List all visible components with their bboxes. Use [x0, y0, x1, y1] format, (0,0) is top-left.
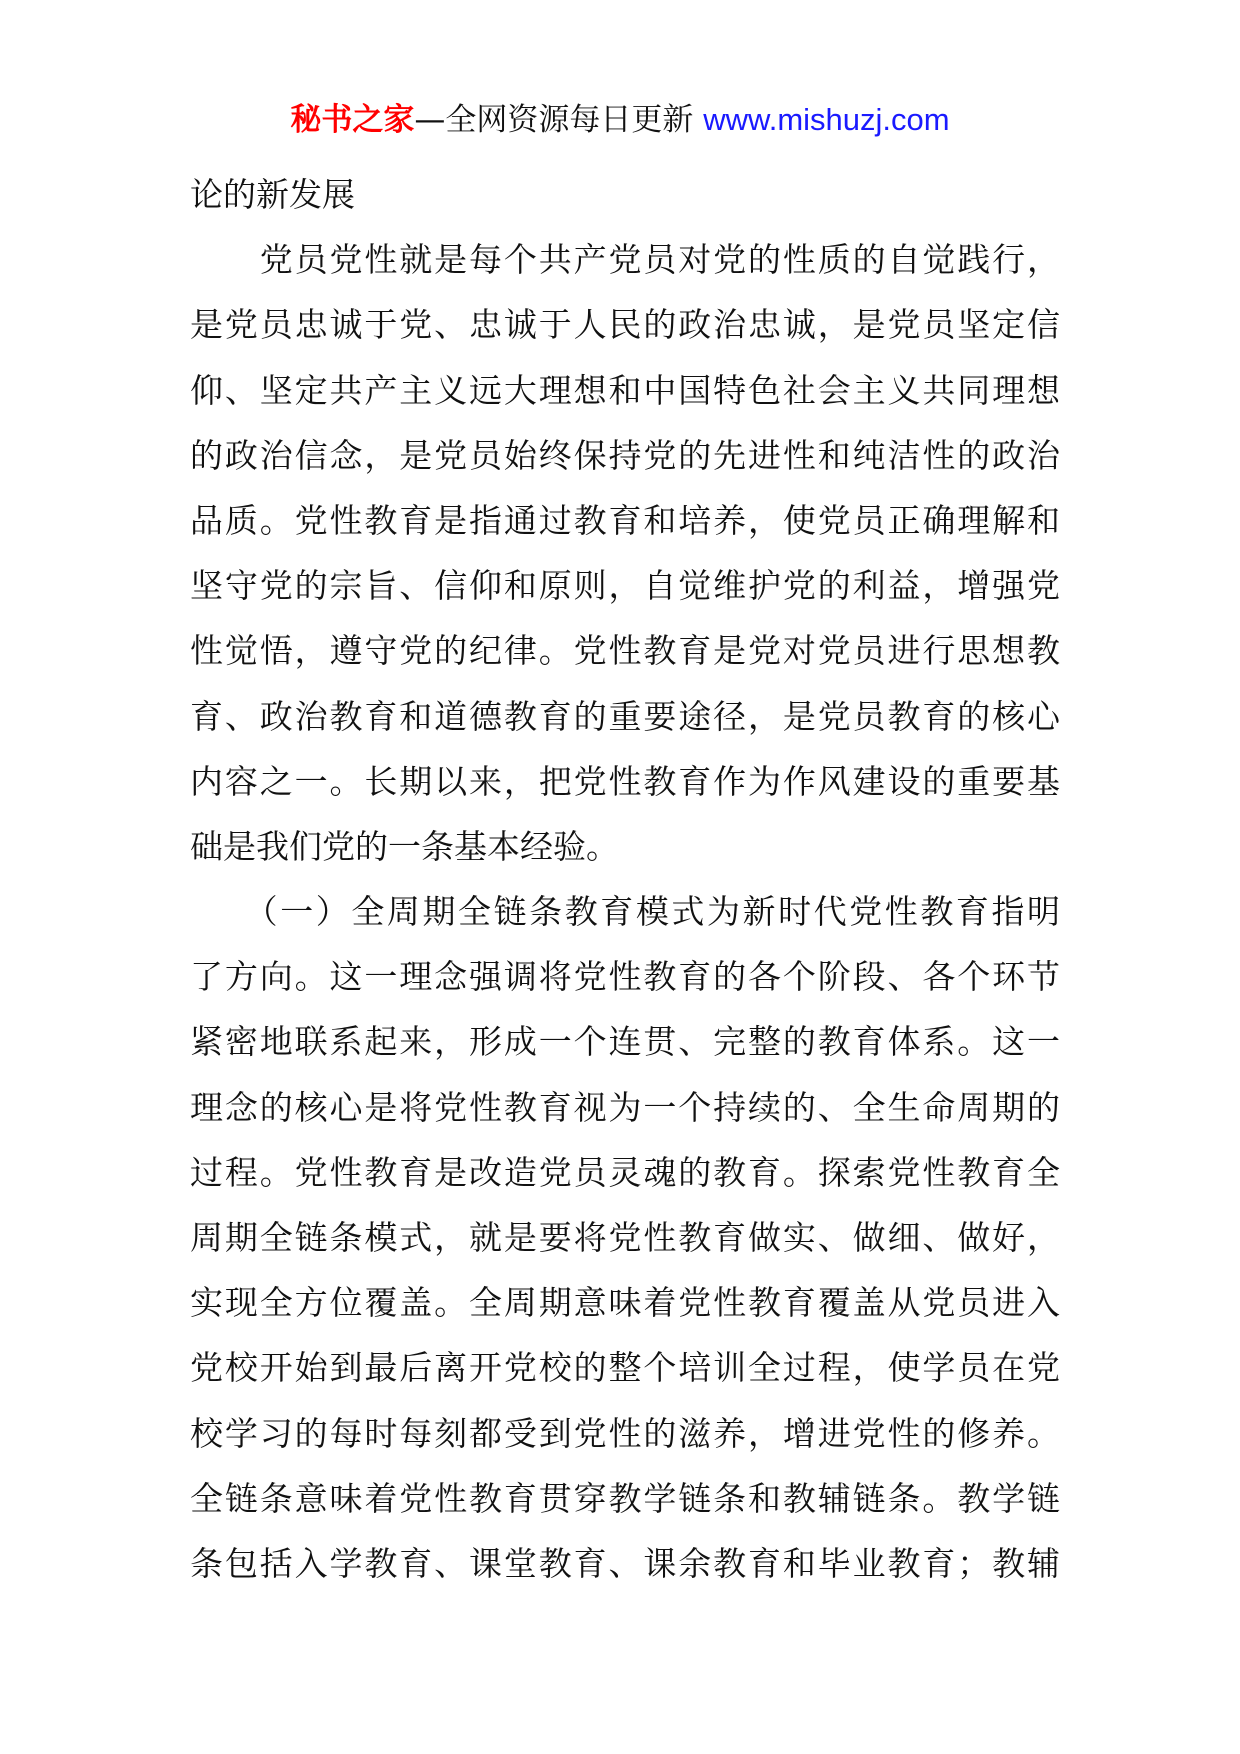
text-line: 础是我们党的一条基本经验。 — [190, 826, 619, 866]
text-line: 了方向。这一理念强调将党性教育的各个阶段、各个环节 — [190, 957, 1060, 997]
text-line: 党校开始到最后离开党校的整个培训全过程，使学员在党 — [190, 1348, 1060, 1388]
text-line: 实现全方位覆盖。全周期意味着党性教育覆盖从党员进入 — [190, 1283, 1060, 1323]
site-url[interactable]: www.mishuzj.com — [703, 102, 950, 137]
header-tagline: —全网资源每日更新 — [414, 102, 704, 138]
brand-name: 秘书之家 — [290, 102, 415, 138]
text-line: 育、政治教育和道德教育的重要途径，是党员教育的核心 — [190, 696, 1060, 736]
text-line: 紧密地联系起来，形成一个连贯、完整的教育体系。这一 — [190, 1022, 1060, 1062]
text-line: 内容之一。长期以来，把党性教育作为作风建设的重要基 — [190, 761, 1060, 801]
text-line: 校学习的每时每刻都受到党性的滋养，增进党性的修养。 — [190, 1413, 1060, 1453]
text-line: 品质。党性教育是指通过教育和培养，使党员正确理解和 — [190, 500, 1060, 540]
text-line: 理念的核心是将党性教育视为一个持续的、全生命周期的 — [190, 1087, 1060, 1127]
text-line: 仰、坚定共产主义远大理想和中国特色社会主义共同理想 — [190, 370, 1060, 410]
text-line: 党员党性就是每个共产党员对党的性质的自觉践行， — [190, 240, 1060, 280]
site-header — [0, 98, 1240, 142]
text-line: 是党员忠诚于党、忠诚于人民的政治忠诚，是党员坚定信 — [190, 305, 1060, 345]
text-line: 全链条意味着党性教育贯穿教学链条和教辅链条。教学链 — [190, 1478, 1060, 1518]
document-body — [190, 162, 1060, 1596]
text-line: 周期全链条模式，就是要将党性教育做实、做细、做好， — [190, 1218, 1060, 1257]
text-line: 条包括入学教育、课堂教育、课余教育和毕业教育；教辅 — [190, 1543, 1060, 1583]
text-line: 的政治信念，是党员始终保持党的先进性和纯洁性的政治 — [190, 435, 1060, 475]
text-line: 过程。党性教育是改造党员灵魂的教育。探索党性教育全 — [190, 1152, 1060, 1192]
text-line: （一）全周期全链条教育模式为新时代党性教育指明 — [190, 892, 1060, 932]
text-line: 坚守党的宗旨、信仰和原则，自觉维护党的利益，增强党 — [190, 566, 1060, 606]
text-line: 性觉悟，遵守党的纪律。党性教育是党对党员进行思想教 — [190, 631, 1060, 671]
text-line: 论的新发展 — [190, 175, 355, 214]
